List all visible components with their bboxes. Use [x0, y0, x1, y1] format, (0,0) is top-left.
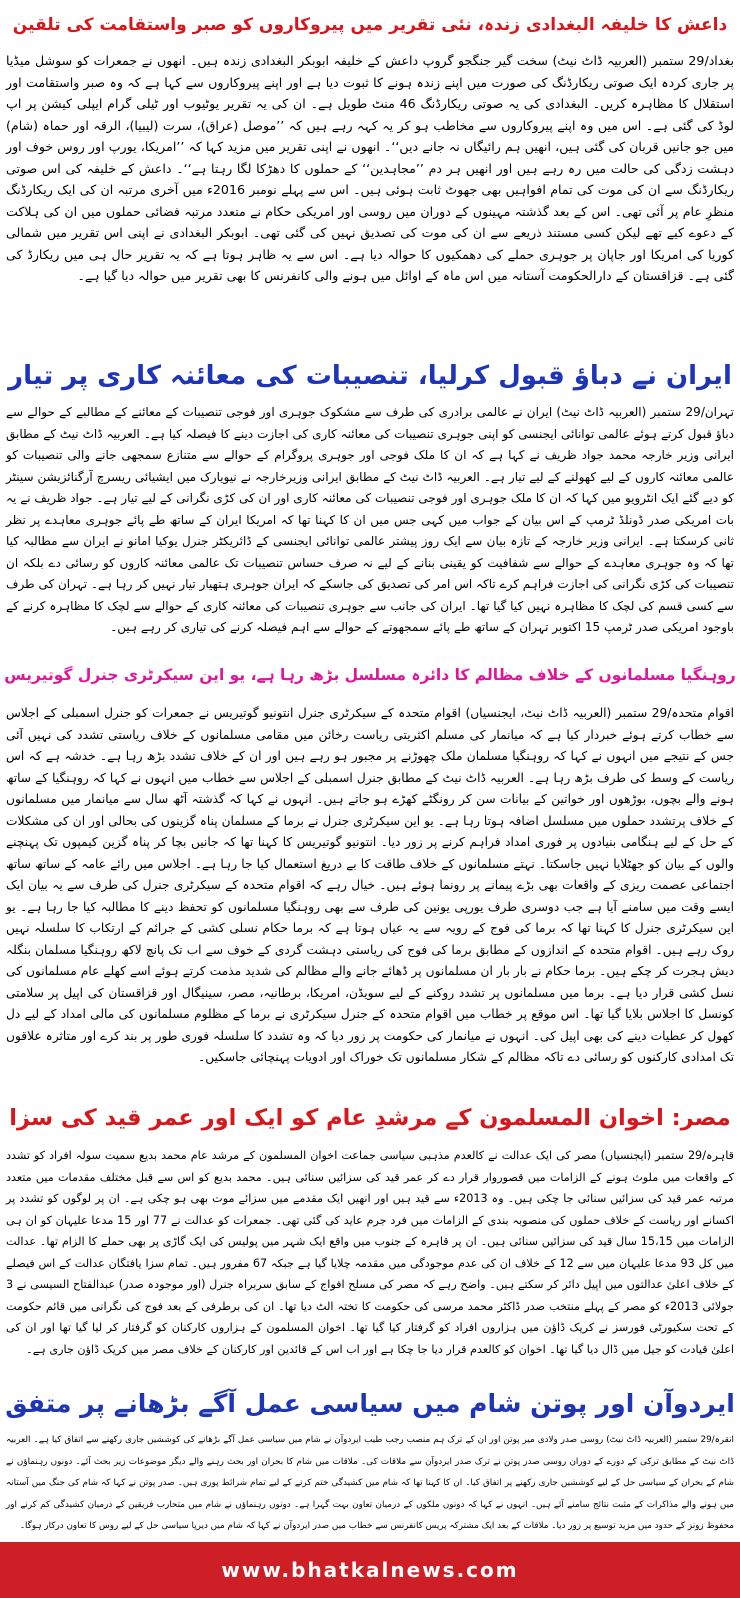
- article-headline: ایران نے دباؤ قبول کرلیا، تنصیبات کی معائنہ کاری پر تیار: [8, 361, 732, 391]
- article-body: تہران/29 ستمبر (العربیہ ڈاٹ نیٹ) ایران نے عالمی برادری کی طرف سے مشکوک جوہری اور فوجی تنصیبات کے معائنے کے مطالبے کے حوالے سے دباؤ قبول کرتے ہوئے عالمی توانائی ایجنسی کو اپنی جوہری تنصیبات کی معائنہ کاری کی اجازت دینے کا فیصلہ کیا ہے۔ العربیہ ڈاٹ نیٹ کے مطابق ایرانی وزیر خارجہ محمد جواد ظریف نے کہا ہے کہ ان کا ملک فوجی اور جوہری پروگرام کے حوالے سے متنازع سمجھی جانے والی تنصیبات کو عالمی معائنہ کاروں کے لیے کھولنے کے لیے تیار ہے۔ العربیہ ڈاٹ نیٹ کے مطابق ایرانی وزیرخارجہ نے نیویارک میں ایشیائی ریسرچ آرگنائزیشن سینٹر کو دیے گئے ایک انٹرویو میں کہا کہ ان کا ملک جوہری اور فوجی تنصیبات کی معائنہ کاری اور ان کی کڑی نگرانی کے لیے تیار ہے۔ جواد ظریف نے یہ بات امریکی صدر ڈونلڈ ٹرمپ کے اس بیان کے جواب میں کہی جس میں ان کا کہنا تھا کہ امریکا ایران کے ساتھ طے پائے جوہری معاہدے پر نظر ثانی کرسکتا ہے۔ ایرانی وزیر خارجہ کے تازہ بیان سے ایک روز پیشتر عالمی توانائی ایجنسی کے ڈائریکٹر جنرل یوکیا امانو نے ایران سے مطالبہ کیا تھا کہ وہ جوہری معاہدے کے حوالے سے شفافیت کو یقینی بنانے کے لیے نہ صرف حساس تنصیبات تک عالمی معائنہ کاروں کو رسائی دے بلکہ ان تنصیبات کی کڑی نگرانی کی اجازت فراہم کرے تاکہ اس امر کی تصدیق کی جاسکے کہ ایران جوہری ہتھیار تیار نہیں کر رہا ہے۔ تہران کی طرف سے کسی قسم کی لچک کا مظاہرہ نہیں کیا گیا تھا۔ ایران کی جانب سے جوہری تنصیبات کی معائنہ کاری کے حوالے سے لچک کا مظاہرہ کرنے کے باوجود امریکی صدر ٹرمپ 15 اکتوبر تہران کے ساتھ طے پائے سمجھوتے کے حوالے سے اہم فیصلہ کرنے کی تیاری کر رہے ہیں۔: [6, 405, 734, 634]
- article-egypt: [4, 1091, 736, 1378]
- article-body: بغداد/29 ستمبر (العربیہ ڈاٹ نیٹ) سخت گیر جنگجو گروپ داعش کے خلیفہ ابوبکر البغدادی زندہ ہیں۔ انھوں نے جمعرات کو سوشل میڈیا پر جاری کردہ ایک صوتی ریکارڈنگ کی صورت میں اپنے زندہ ہونے کا ثبوت دیا ہے اور اپنے پیروکاروں سے کہا ہے کہ وہ صبر واستقامت اور استقلال کا مظاہرہ کریں۔ البغدادی کی یہ صوتی ریکارڈنگ 46 منٹ طویل ہے۔ ان کی یہ تقریر یوٹیوب اور ٹیلی گرام ایپلی کیشن پر اپ لوڈ کی گئی ہے۔ اس میں وہ اپنے پیروکاروں سے مخاطب ہو کر یہ کہہ رہے ہیں کہ ’’موصل (عراق)، سرت (لیبیا)، الرقہ اور حماہ (شام) میں جو جانیں قربان کی گئی ہیں، انھیں ہم رائیگاں نہ جانے دیں‘‘۔ انھوں نے اپنی تقریر میں مزید کہا کہ ’’امریکا، یورپ اور روس خوف اور دہشت زدگی کی حالت میں رہ رہے ہیں اور انھیں ہر دم ’’مجاہدین‘‘ کے حملوں کا دھڑکا لگا رہتا ہے‘‘۔ داعش کے خلیفہ کی اس صوتی ریکارڈنگ سے ان کی موت کی تمام افواہیں بھی جھوٹ ثابت ہوئی ہیں۔ اس سے پہلے نومبر 2016ء میں آخری مرتبہ ان کی ایک ریکارڈنگ منظرِ عام پر آئی تھی۔ اس کے بعد گذشتہ مہینوں کے دوران میں روسی اور امریکی حکام نے متعدد مرتبہ فضائی حملوں میں ان کی ہلاکت کے دعوے کیے تھے لیکن کسی مستند ذریعے سے ان کی موت کی تصدیق نہیں کی گئی تھی۔ ابوبکر البغدادی نے اپنی اس تقریر میں شمالی کوریا کی امریکا اور جاپان پر جوہری حملے کی دھمکیوں کا حوالہ دیا ہے۔ اس سے یہ ظاہر ہوتا ہے کہ یہ تقریر حال ہی میں ریکارڈ کی گئی ہے۔ قزاقستان کے دارالحکومت آستانہ میں اس ماہ کے اوائل میں ہونے والی کانفرنس کا بھی تقریر میں حوالہ دیا گیا ہے۔: [6, 53, 734, 283]
- article-iran: [4, 350, 736, 648]
- article-headline: داعش کا خلیفہ البغدادی زندہ، نئی تقریر میں پیروکاروں کو صبر واستقامت کی تلقین: [12, 15, 728, 35]
- site-banner[interactable]: [0, 1542, 740, 1598]
- article-headline: روہنگیا مسلمانوں کے خلاف مظالم کا دائرہ مسلسل بڑھ رہا ہے، یو این سیکرٹری جنرل گوتیریس: [4, 666, 736, 684]
- site-url[interactable]: www.bhatkalnews.com: [221, 1558, 519, 1582]
- article-body: انقرہ/29 ستمبر (العربیہ ڈاٹ نیٹ) روسی صدر ولادی میر پوتن اور ان کے ترک ہم منصب رجب طیب ایردوآن نے شام میں سیاسی عمل آگے بڑھانے کی کوششیں جاری رکھنے سے اتفاق کیا ہے۔ العربیہ ڈاٹ نیٹ کے مطابق ترکی کے دورے کے دوران روسی صدر پوتن نے ترک صدر ایردوآن سے ملاقات کی۔ ملاقات میں شام کا بحران اور بحث رہنے والے دیگر موضوعات زیر بحث آئے۔ دونوں رہنماؤں نے شام کے بحران کے سیاسی حل کے لیے کوششیں جاری رکھنے پر اتفاق کیا۔ ان کا کہنا تھا کہ شام میں کشیدگی ختم کرنے کے لیے تمام شرائط پوری ہیں۔ صدر پوتن نے کہا کہ شام کی جنگ میں آستانہ میں ہونے والے مذاکرات کے مثبت نتائج سامنے آئے ہیں۔ انہوں نے کہا کہ دونوں ملکوں کے درمیان تعاون بہت گہرا ہے۔ دونوں رہنماؤں نے شام میں متحارب فریقین کے درمیان کشیدگی کم کرنے اور محفوظ زونز کے حدود میں مزید توسیع پر زور دیا۔ ملاقات کے بعد ایک مشترکہ پریس کانفرنس سے خطاب میں صدر ایردوآن نے کہا کہ شام میں دیرپا سیاسی حل کے لیے روس کا تعاون درکار ہوگا۔: [6, 1435, 734, 1531]
- article-erdogan-putin: [4, 1378, 736, 1545]
- article-headline: ایردوآن اور پوتن شام میں سیاسی عمل آگے بڑھانے پر متفق: [5, 1389, 735, 1418]
- article-body: اقوام متحدہ/29 ستمبر (العربیہ ڈاٹ نیٹ، ایجنسیاں) اقوام متحدہ کے سیکرٹری جنرل انتونیو گوتیریس نے جمعرات کو جنرل اسمبلی کے اجلاس سے خطاب کرتے ہوئے خبردار کیا ہے کہ میانمار کی مسلم اکثریتی ریاست رخائن میں مقامی مسلمانوں کے خلاف ریاستی تشدد کی نہیں آئی جس کے نتیجے میں انہوں نے کہا کہ روہنگیا مسلمان ملک چھوڑنے پر مجبور ہو رہے ہیں اور ان کے خلاف تشدد بڑھ رہا ہے۔ خدشہ ہے کہ اس ریاست کے وسط کی طرف بڑھ رہا ہے۔ العربیہ ڈاٹ نیٹ کے مطابق جنرل اسمبلی کے اجلاس سے خطاب میں انہوں نے کہا کہ روہنگیا کے ساتھ ہونے والے بچوں، بوڑھوں اور خواتین کے بیانات سن کر رونگٹے کھڑے ہو جاتے ہیں۔ انہوں نے کہا کہ گذشتہ آٹھ سال سے میانمار میں مسلمانوں کے خلاف پرتشدد حملوں میں مسلسل اضافہ ہوتا رہا ہے۔ یو این سیکرٹری جنرل نے برما کے مسلمان پناہ گزینوں کی بحالی اور ان کی مشکلات کے حل کے لیے ہنگامی بنیادوں پر فوری امداد فراہم کرنے پر زور دیا۔ انتونیو گوتیریس کا کہنا تھا کہ جانیں بچا کر پناہ گزین کیمپوں تک پہنچنے والوں کے بیان کو جھٹلایا نہیں جاسکتا۔ نہتے مسلمانوں کے خلاف طاقت کا بے دریغ استعمال کیا جا رہا ہے۔ اجلاس میں رائے عامہ کے ساتھ ساتھ اجتماعی عصمت ریزی کے واقعات بھی بڑے پیمانے پر رونما ہوئے ہیں۔ خیال رہے کہ اقوام متحدہ کے سیکرٹری جنرل کی طرف سے یہ بیان ایک ایسے وقت میں سامنے آیا ہے جب دوسری طرف یورپی یونین کی طرف سے بھی روہنگیا مسلمانوں کو تحفظ دینے کا مطالبہ کیا جا رہا ہے۔ یو این سیکرٹری جنرل کا کہنا تھا کہ برما کی فوج کے رویہ سے یہ عیاں ہوتا ہے کہ برما حکام نسلی کشی کے جرائم کے ارتکاب کا سلسلہ نہیں روک رہے ہیں۔ اقوام متحدہ کے اندازوں کے مطابق برما کی فوج کی ریاستی دہشت گردی کے خوف سے اب تک پانچ لاکھ روہنگیا مسلمان بنگلہ دیش ہجرت کر چکے ہیں۔ برما حکام نے بار بار ان مسلمانوں پر ڈھائے جانے والے مظالم کی شدید مذمت کرتے ہوئے اسے کھلے عام مسلمانوں کی نسل کشی قرار دیا ہے۔ برما میں مسلمانوں پر تشدد روکنے کے لیے سویڈن، امریکا، برطانیہ، مصر، سینیگال اور قزاقستان کی اپیل پر سلامتی کونسل کا اجلاس بلایا گیا تھا۔ اس موقع پر خطاب میں اقوام متحدہ کے جنرل سیکرٹری نے برما کے مظلوم مسلمانوں کی مالی امداد کے لیے دل کھول کر عطیات دینے کی بھی اپیل کی۔ انہوں نے میانمار کی حکومت پر زور دیا کہ وہ تشدد کا سلسلہ فوری طور پر بند کرے اور متاثرہ علاقوں تک امدادی کارکنوں کو رسائی دے تاکہ مظالم کے شکار مسلمانوں تک خوراک اور ادویات پہنچائی جاسکیں۔: [6, 706, 734, 1064]
- article-body: قاہرہ/29 ستمبر (ایجنسیاں) مصر کی ایک عدالت نے کالعدم مذہبی سیاسی جماعت اخوان المسلمون کے مرشد عام محمد بدیع سمیت سولہ افراد کو تشدد کے واقعات میں ملوث ہونے کے الزامات میں قصوروار قرار دے کر عمر قید کی سزائیں سنائی ہیں۔ محمد بدیع کو اس سے قبل مختلف مقدمات میں متعدد مرتبہ عمر قید کی سزائیں سنائی جا چکی ہیں۔ وہ 2013ء سے قید ہیں اور انھیں ایک مقدمے میں سزائے موت بھی ہو چکی ہے۔ ان پر لوگوں کو تشدد پر اکسانے اور ریاست کے خلاف حملوں کی منصوبہ بندی کے الزامات میں فرد جرم عاید کی گئی تھی۔ جمعرات کو عدالت نے 77 اور 15 مدعا علیہان کو ان ہی الزامات میں 15،15 سال قید کی سزائیں سنائی ہیں۔ ان پر قاہرہ کے جنوب میں واقع ایک شہر میں پولیس کی ایک گاڑی پر بھی حملے کا الزام تھا۔ عدالت میں کل 93 مدعا علیہان میں سے 12 کے خلاف ان کی عدم موجودگی میں مقدمہ چلایا گیا ہے جبکہ 67 مفرور ہیں۔ تمام سزا یافتگان عدالت کے اس فیصلے کے خلاف اعلیٰ عدالتوں میں اپیل دائر کر سکتے ہیں۔ واضح رہے کہ مصر کی مسلح افواج کے سابق سربراہ جنرل (اور موجودہ صدر) عبدالفتاح السیسی نے 3 جولائی 2013ء کو مصر کے پہلے منتخب صدر ڈاکٹر محمد مرسی کی حکومت کا تختہ الٹ دیا تھا۔ ان کی برطرفی کے بعد فوج کی نگرانی میں قائم حکومت کے تحت سکیورٹی فورسز نے کریک ڈاؤن میں ہزاروں افراد کو گرفتار کیا گیا تھا۔ اخوان المسلمون کے ہزاروں کارکنان کو گرفتار کر لیا گیا تھا اور ان کی اعلیٰ قیادت کو جیل میں ڈال دیا گیا تھا۔ اخوان کو کالعدم قرار دیا جا چکا ہے اور اب اس کے قائدین اور کارکنان کے خلاف مصر میں کریک ڈاؤن جاری ہے۔: [6, 1149, 735, 1356]
- article-baghdadi: [4, 0, 736, 350]
- article-rohingya: [4, 648, 736, 1091]
- article-headline: مصر: اخوان المسلمون کے مرشدِ عام کو ایک اور عمر قید کی سزا: [9, 1105, 731, 1131]
